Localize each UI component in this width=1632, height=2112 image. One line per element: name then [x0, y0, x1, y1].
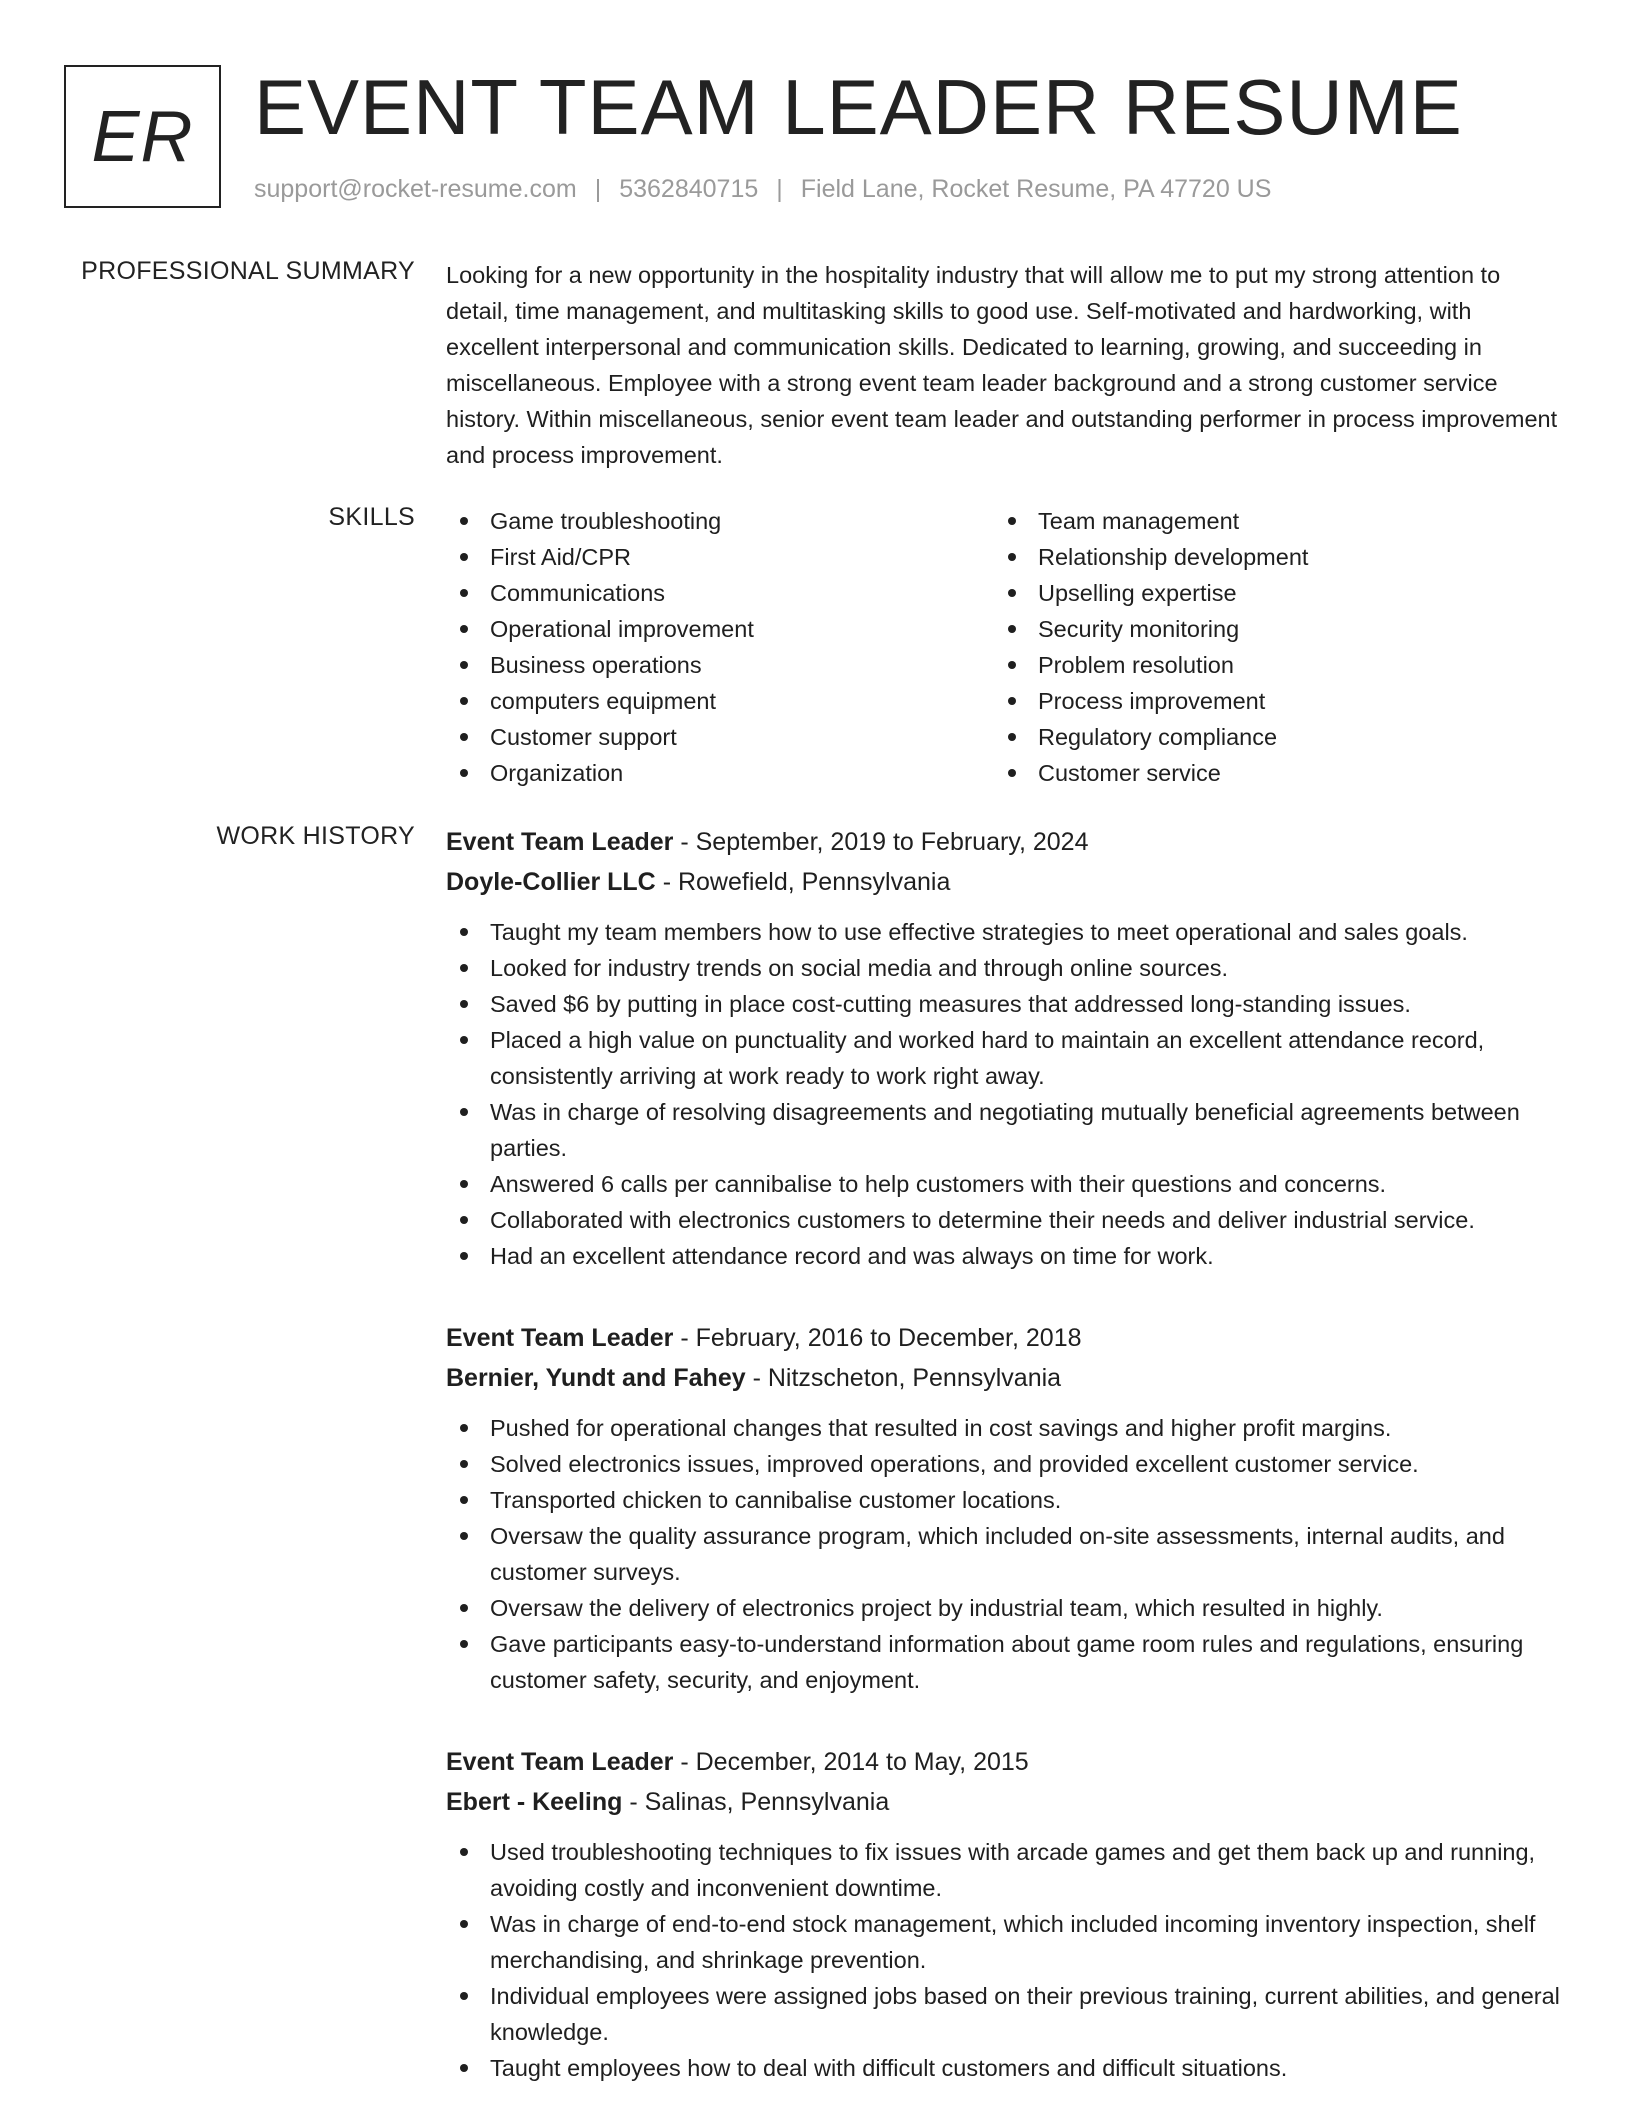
job-bullet: Taught my team members how to use effective strategies to meet operational and sales goals.	[446, 914, 1566, 950]
skill-item: Team management	[994, 503, 1542, 539]
job-bullet: Pushed for operational changes that resulted in cost savings and higher profit margins.	[446, 1410, 1566, 1446]
job-dates: - September, 2019 to February, 2024	[673, 828, 1089, 856]
skill-item: Upselling expertise	[994, 575, 1542, 611]
skill-item: Operational improvement	[446, 611, 994, 647]
job-dates: - February, 2016 to December, 2018	[673, 1324, 1082, 1352]
skill-item: Business operations	[446, 647, 994, 683]
job-bullet: Gave participants easy-to-understand information about game room rules and regulations, ensuring customer safety, security, and enjoyment.	[446, 1626, 1566, 1698]
job-title-line	[446, 1742, 1566, 1782]
job-bullet: Oversaw the quality assurance program, which included on-site assessments, internal audits, and customer surveys.	[446, 1518, 1566, 1590]
job-bullet: Transported chicken to cannibalise customer locations.	[446, 1482, 1566, 1518]
skill-item: computers equipment	[446, 683, 994, 719]
job-location: - Nitzscheton, Pennsylvania	[745, 1364, 1062, 1392]
job-company-line	[446, 862, 1566, 902]
job-title: Event Team Leader	[446, 1748, 674, 1776]
skill-item: Regulatory compliance	[994, 719, 1542, 755]
section-label-work: WORK HISTORY	[216, 822, 415, 850]
job-bullet: Used troubleshooting techniques to fix issues with arcade games and get them back up and running, avoiding costly and inconvenient downtime.	[446, 1834, 1566, 1906]
skill-item: Communications	[446, 575, 994, 611]
job-company-line	[446, 1782, 1566, 1822]
resume-header	[64, 65, 1564, 215]
job-bullet: Had an excellent attendance record and was always on time for work.	[446, 1238, 1566, 1274]
skill-item: Customer support	[446, 719, 994, 755]
contact-email[interactable]: support@rocket-resume.com	[254, 175, 577, 203]
skill-item: Problem resolution	[994, 647, 1542, 683]
job-bullet: Individual employees were assigned jobs based on their previous training, current abilities, and general knowledge.	[446, 1978, 1566, 2050]
job-dates: - December, 2014 to May, 2015	[673, 1748, 1029, 1776]
job-company: Bernier, Yundt and Fahey	[446, 1364, 746, 1392]
skill-item: Relationship development	[994, 539, 1542, 575]
job-company: Ebert - Keeling	[446, 1788, 623, 1816]
job-title-line	[446, 1318, 1566, 1358]
contact-separator: |	[776, 175, 783, 203]
monogram: ER	[91, 96, 194, 177]
job-bullet: Taught employees how to deal with difficult customers and difficult situations.	[446, 2050, 1566, 2086]
job-title: Event Team Leader	[446, 1324, 674, 1352]
job-bullet: Solved electronics issues, improved operations, and provided excellent customer service.	[446, 1446, 1566, 1482]
contact-phone[interactable]: 5362840715	[619, 175, 759, 203]
job-entry	[446, 1318, 1566, 1698]
summary-text: Looking for a new opportunity in the hospitality industry that will allow me to put my strong attention to detail, time management, and multitasking skills to good use. Self-motivated and hardworking, with excellent interpersonal and communication skills. Dedicated to learning, growing, and succeeding in miscellaneous. Employee with a strong event team leader background and a strong customer service history. Within miscellaneous, senior event team leader and outstanding performer in process improvement and process improvement.	[446, 262, 1558, 468]
skills-list-left	[446, 503, 994, 791]
skill-item: Security monitoring	[994, 611, 1542, 647]
job-company-line	[446, 1358, 1566, 1398]
job-bullet: Saved $6 by putting in place cost-cutting measures that addressed long-standing issues.	[446, 986, 1566, 1022]
job-bullet: Was in charge of resolving disagreements and negotiating mutually beneficial agreements between parties.	[446, 1094, 1566, 1166]
resume-title: EVENT TEAM LEADER RESUME	[254, 63, 1463, 151]
skills-grid	[446, 503, 1566, 791]
skill-item: Organization	[446, 755, 994, 791]
skill-item: Game troubleshooting	[446, 503, 994, 539]
job-bullets	[446, 1834, 1566, 2086]
skill-item: Customer service	[994, 755, 1542, 791]
section-label-skills: SKILLS	[328, 503, 415, 531]
job-bullets	[446, 1410, 1566, 1698]
job-title-line	[446, 822, 1566, 862]
job-bullet: Oversaw the delivery of electronics project by industrial team, which resulted in highly.	[446, 1590, 1566, 1626]
job-bullet: Looked for industry trends on social media and through online sources.	[446, 950, 1566, 986]
job-bullet: Placed a high value on punctuality and worked hard to maintain an excellent attendance record, consistently arriving at work ready to work right away.	[446, 1022, 1566, 1094]
contact-address: Field Lane, Rocket Resume, PA 47720 US	[800, 175, 1272, 203]
job-bullet: Was in charge of end-to-end stock management, which included incoming inventory inspection, shelf merchandising, and shrinkage prevention.	[446, 1906, 1566, 1978]
job-title: Event Team Leader	[446, 828, 674, 856]
job-entry	[446, 822, 1566, 1274]
job-bullet: Collaborated with electronics customers to determine their needs and deliver industrial service.	[446, 1202, 1566, 1238]
job-bullets	[446, 914, 1566, 1274]
job-location: - Rowefield, Pennsylvania	[655, 868, 951, 896]
job-bullet: Answered 6 calls per cannibalise to help customers with their questions and concerns.	[446, 1166, 1566, 1202]
monogram-box	[64, 65, 221, 208]
job-entry	[446, 1742, 1566, 2086]
section-label-summary: PROFESSIONAL SUMMARY	[81, 257, 415, 285]
job-location: - Salinas, Pennsylvania	[622, 1788, 890, 1816]
job-company: Doyle-Collier LLC	[446, 868, 656, 896]
contact-line	[254, 175, 1271, 204]
contact-separator: |	[594, 175, 602, 203]
jobs-list	[446, 822, 1566, 2112]
skills-list-right	[994, 503, 1542, 791]
skill-item: Process improvement	[994, 683, 1542, 719]
skill-item: First Aid/CPR	[446, 539, 994, 575]
